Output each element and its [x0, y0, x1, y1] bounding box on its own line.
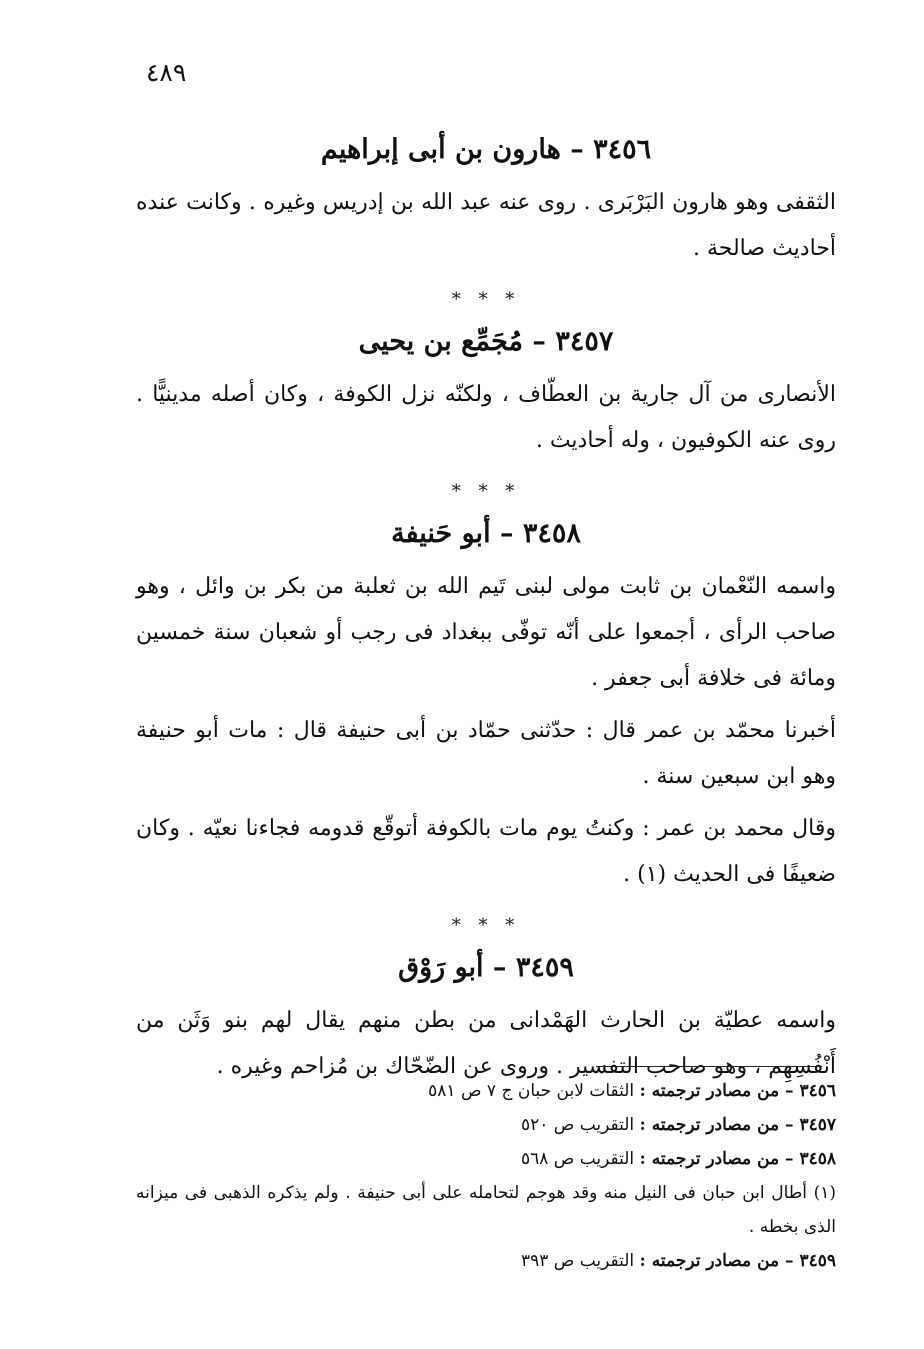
footnote-label: ٣٤٥٧ – من مصادر ترجمته :	[639, 1115, 836, 1135]
page-number: ٤٨٩	[146, 58, 187, 87]
entry-paragraph: أخبرنا محمّد بن عمر قال : حدّثنى حمّاد بن أبى حنيفة قال : مات أبو حنيفة وهو ابن سبعين سنة .	[136, 718, 836, 789]
footnote	[136, 1142, 836, 1176]
footnote-label: ٣٤٥٨ – من مصادر ترجمته :	[639, 1149, 836, 1169]
biography-entries	[136, 130, 836, 1090]
footnote-divider	[596, 1066, 822, 1067]
section-separator: * * *	[451, 289, 521, 310]
entry-paragraph: واسمه عطيّة بن الحارث الهَمْدانى من بطن منهم يقال لهم بنو وَثَن من أَنْفُسِهِم ، وهو صاحب التفسير . وروى عن الضّحّاك بن مُزاحم وغيره .	[136, 1008, 836, 1079]
footnote-text: التقريب ص ٥٢٠	[520, 1115, 635, 1135]
footnote	[136, 1074, 836, 1108]
entry-3456	[136, 130, 836, 272]
footnote	[136, 1244, 836, 1278]
footnote-text: التقريب ص ٥٦٨	[520, 1149, 635, 1169]
entry-title: ٣٤٥٨ – أبو حَنيفة	[391, 518, 581, 549]
footnote-text: (١) أطال ابن حبان فى النيل منه وقد هوجم لتحامله على أبى حنيفة . ولم يذكره الذهبى فى ميزانه الذى بخطه .	[136, 1183, 836, 1237]
footnote-label: ٣٤٥٦ – من مصادر ترجمته :	[639, 1081, 836, 1101]
entry-paragraph: واسمه النّعْمان بن ثابت مولى لبنى تَيم الله بن ثعلبة من بكر بن وائل ، وهو صاحب الرأى ، أجمعوا على أنّه توفّى ببغداد فى رجب أو شعبان سنة خمسين ومائة فى خلافة أبى جعفر .	[136, 574, 836, 691]
footnote-text: الثقات لابن حبان ج ٧ ص ٥٨١	[428, 1081, 635, 1101]
footnote	[136, 1108, 836, 1142]
entry-paragraph: الثقفى وهو هارون البَرْبَرى . روى عنه عبد الله بن إدريس وغيره . وكانت عنده أحاديث صالحة .	[136, 190, 836, 261]
section-separator: * * *	[451, 481, 521, 502]
footnote	[136, 1176, 836, 1244]
footnote-text: التقريب ص ٣٩٣	[520, 1251, 635, 1271]
entry-3458	[136, 514, 836, 898]
entry-title: ٣٤٥٩ – أبو رَوْق	[398, 952, 574, 983]
entry-paragraph: وقال محمد بن عمر : وكنتُ يوم مات بالكوفة أتوقّع قدومه فجاءنا نعيّه . وكان ضعيفًا فى الحديث (١) .	[136, 816, 836, 887]
entry-3459	[136, 948, 836, 1090]
footnotes	[136, 1074, 836, 1278]
section-separator: * * *	[451, 915, 521, 936]
entry-3457	[136, 322, 836, 464]
entry-paragraph: الأنصارى من آل جارية بن العطّاف ، ولكنّه نزل الكوفة ، وكان أصله مدينيًّا . روى عنه الكوفيون ، وله أحاديث .	[136, 382, 836, 453]
footnote-label: ٣٤٥٩ – من مصادر ترجمته :	[639, 1251, 836, 1271]
entry-title: ٣٤٥٧ – مُجَمِّع بن يحيى	[358, 326, 614, 357]
entry-title: ٣٤٥٦ – هارون بن أبى إبراهيم	[320, 134, 652, 165]
